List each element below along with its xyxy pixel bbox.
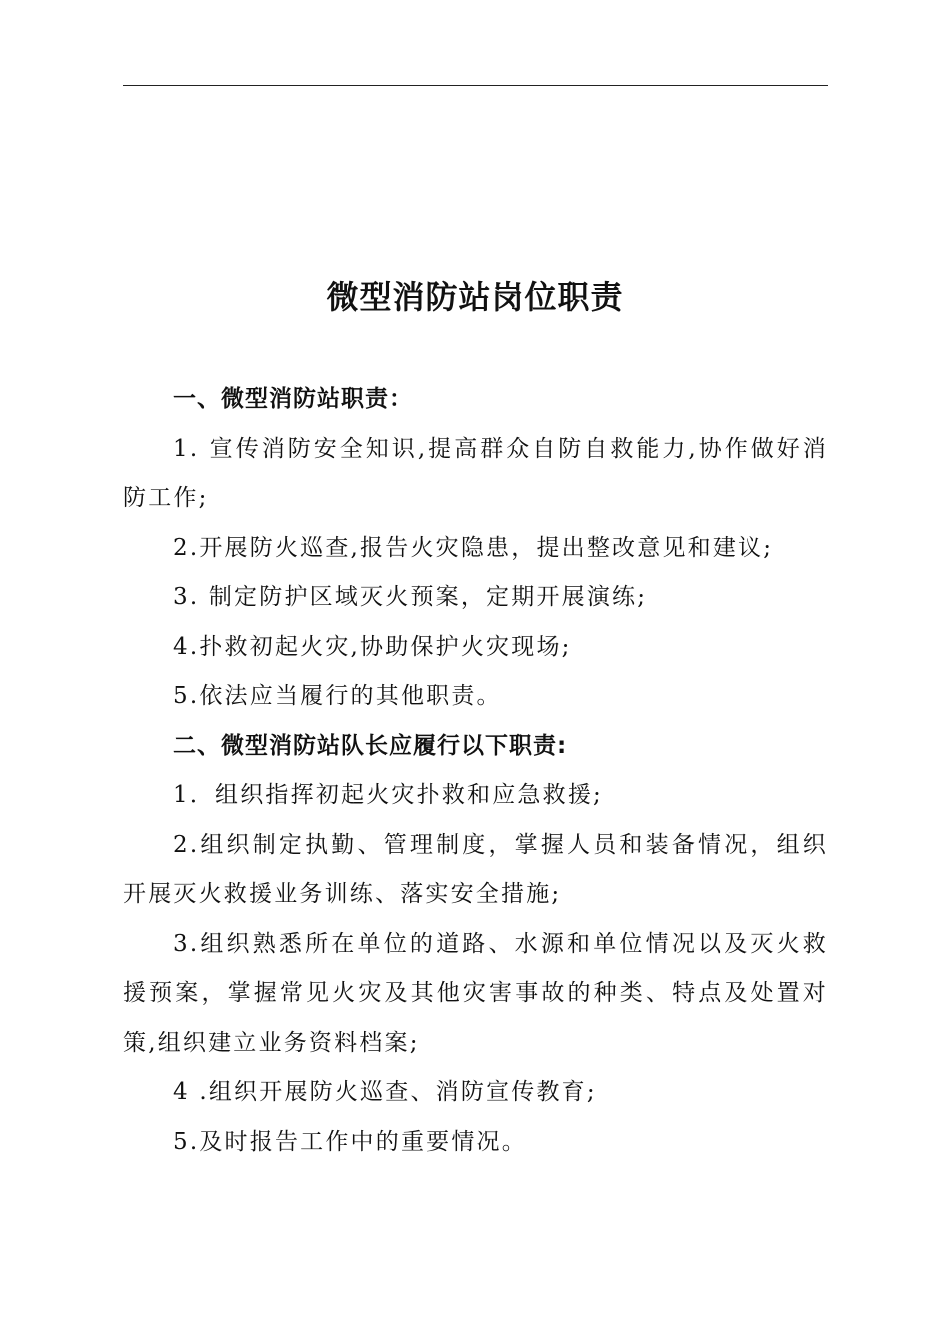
document-body <box>123 375 828 1167</box>
duty-item-2-3: 3.组织熟悉所在单位的道路、水源和单位情况以及灭火救援预案，掌握常见火灾及其他灾害事故的种类、特点及处置对策,组织建立业务资料档案; <box>123 930 828 1056</box>
duty-item-2-4: 4 .组织开展防火巡查、消防宣传教育; <box>173 1079 597 1105</box>
header-rule <box>123 85 828 86</box>
duty-item-1-4: 4.扑救初起火灾,协助保护火灾现场; <box>173 633 572 660</box>
duty-item-1-3: 3. 制定防护区域灭火预案，定期开展演练; <box>173 584 648 610</box>
duty-item-2-1: 1．组织指挥初起火灾扑救和应急救援; <box>173 782 603 808</box>
duty-item-2-2: 2.组织制定执勤、管理制度，掌握人员和装备情况，组织开展灭火救援业务训练、落实安全措施; <box>123 831 828 907</box>
duty-item-1-2: 2.开展防火巡查,报告火灾隐患，提出整改意见和建议; <box>173 534 774 561</box>
duty-item-1-5: 5.依法应当履行的其他职责。 <box>173 683 502 709</box>
document-title: 微型消防站岗位职责 <box>326 278 624 316</box>
duty-item-1-1: 1. 宣传消防安全知识,提高群众自防自救能力,协作做好消防工作; <box>123 435 828 511</box>
section-heading-2: 二、微型消防站队长应履行以下职责: <box>173 732 568 759</box>
duty-item-2-5: 5.及时报告工作中的重要情况。 <box>173 1128 527 1155</box>
section-heading-1: 一、微型消防站职责： <box>173 386 413 412</box>
